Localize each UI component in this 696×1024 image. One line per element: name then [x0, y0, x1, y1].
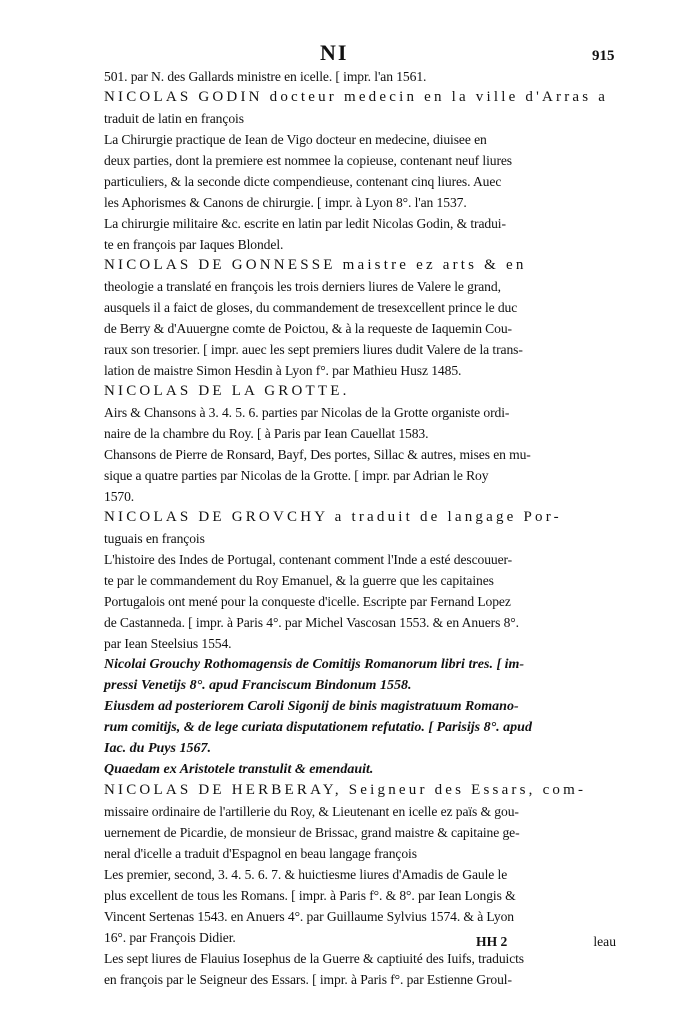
- latin-line: pressi Venetijs 8°. apud Franciscum Bindonum 1558.: [104, 678, 412, 693]
- text-line: theologie a translaté en françois les trois derniers liures de Valere le grand,: [104, 279, 501, 294]
- page-footer: [104, 934, 616, 956]
- text-line: 501. par N. des Gallards ministre en icelle. [ impr. l'an 1561.: [104, 69, 427, 84]
- text-line: de Castanneda. [ impr. à Paris 4°. par Michel Vascosan 1553. & en Anuers 8°.: [104, 615, 519, 630]
- catchword: leau: [593, 934, 616, 949]
- author-heading: NICOLAS DE GROVCHY a traduit de langage Por-: [104, 509, 562, 525]
- text-line: en françois par le Seigneur des Essars. [ impr. à Paris f°. par Estienne Groul-: [104, 972, 512, 987]
- text-line: La Chirurgie practique de Iean de Vigo docteur en medecine, diuisee en: [104, 132, 487, 147]
- latin-line: Nicolai Grouchy Rothomagensis de Comitijs Romanorum libri tres. [ im-: [104, 657, 525, 672]
- text-line: Airs & Chansons à 3. 4. 5. 6. parties par Nicolas de la Grotte organiste ordi-: [104, 405, 510, 420]
- text-line: particuliers, & la seconde dicte compendieuse, contenant cinq liures. Auec: [104, 174, 502, 189]
- latin-line: rum comitijs, & de lege curiata disputationem refutatio. [ Parisijs 8°. apud: [104, 720, 532, 735]
- text-line: te en françois par Iaques Blondel.: [104, 237, 284, 252]
- latin-line: Quaedam ex Aristotele transtulit & emendauit.: [104, 762, 374, 777]
- text-line: sique a quatre parties par Nicolas de la Grotte. [ impr. par Adrian le Roy: [104, 468, 489, 483]
- running-head: NI: [320, 40, 349, 65]
- body-text: [104, 66, 616, 990]
- text-line: La chirurgie militaire &c. escrite en latin par ledit Nicolas Godin, & tradui-: [104, 216, 506, 231]
- author-heading: NICOLAS GODIN docteur medecin en la ville d'Arras a: [104, 89, 609, 105]
- text-line: deux parties, dont la premiere est nommee la copieuse, contenant neuf liures: [104, 153, 512, 168]
- author-heading: NICOLAS DE LA GROTTE.: [104, 383, 350, 399]
- page-header: [0, 40, 696, 68]
- author-heading: NICOLAS DE HERBERAY, Seigneur des Essars, com-: [104, 782, 587, 798]
- text-line: tuguais en françois: [104, 531, 205, 546]
- latin-line: Iac. du Puys 1567.: [104, 741, 211, 756]
- text-line: neral d'icelle a traduit d'Espagnol en beau langage françois: [104, 846, 417, 861]
- text-line: raux son tresorier. [ impr. auec les sept premiers liures dudit Valere de la trans-: [104, 342, 523, 357]
- author-heading: NICOLAS DE GONNESSE maistre ez arts & en: [104, 257, 527, 273]
- text-line: ausquels il a faict de gloses, du commandement de tresexcellent prince le duc: [104, 300, 518, 315]
- text-line: Les premier, second, 3. 4. 5. 6. 7. & huictiesme liures d'Amadis de Gaule le: [104, 867, 508, 882]
- latin-line: Eiusdem ad posteriorem Caroli Sigonij de binis magistratuum Romano-: [104, 699, 519, 714]
- page-number: 915: [592, 48, 615, 64]
- text-line: 16°. par François Didier.: [104, 930, 236, 945]
- text-line: les Aphorismes & Canons de chirurgie. [ impr. à Lyon 8°. l'an 1537.: [104, 195, 467, 210]
- text-line: 1570.: [104, 489, 135, 504]
- signature-mark: HH 2: [476, 934, 508, 949]
- text-line: de Berry & d'Auuergne comte de Poictou, & à la requeste de Iaquemin Cou-: [104, 321, 512, 336]
- text-line: Les sept liures de Flauius Iosephus de la Guerre & captiuité des Iuifs, traduicts: [104, 951, 524, 966]
- text-line: Portugalois ont mené pour la conqueste d'icelle. Escripte par Fernand Lopez: [104, 594, 511, 609]
- text-line: plus excellent de tous les Romans. [ impr. à Paris f°. & 8°. par Iean Longis &: [104, 888, 516, 903]
- text-line: Vincent Sertenas 1543. en Anuers 4°. par Guillaume Sylvius 1574. & à Lyon: [104, 909, 514, 924]
- text-line: te par le commandement du Roy Emanuel, & la guerre que les capitaines: [104, 573, 494, 588]
- text-line: lation de maistre Simon Hesdin à Lyon f°. par Mathieu Husz 1485.: [104, 363, 462, 378]
- text-line: L'histoire des Indes de Portugal, contenant comment l'Inde a esté descouuer-: [104, 552, 513, 567]
- text-line: traduit de latin en françois: [104, 111, 244, 126]
- text-line: missaire ordinaire de l'artillerie du Roy, & Lieutenant en icelle ez païs & gou-: [104, 804, 519, 819]
- text-line: Chansons de Pierre de Ronsard, Bayf, Des portes, Sillac & autres, mises en mu-: [104, 447, 531, 462]
- text-line: par Iean Steelsius 1554.: [104, 636, 232, 651]
- text-line: naire de la chambre du Roy. [ à Paris par Iean Cauellat 1583.: [104, 426, 429, 441]
- text-line: uernement de Picardie, de monsieur de Brissac, grand maistre & capitaine ge-: [104, 825, 520, 840]
